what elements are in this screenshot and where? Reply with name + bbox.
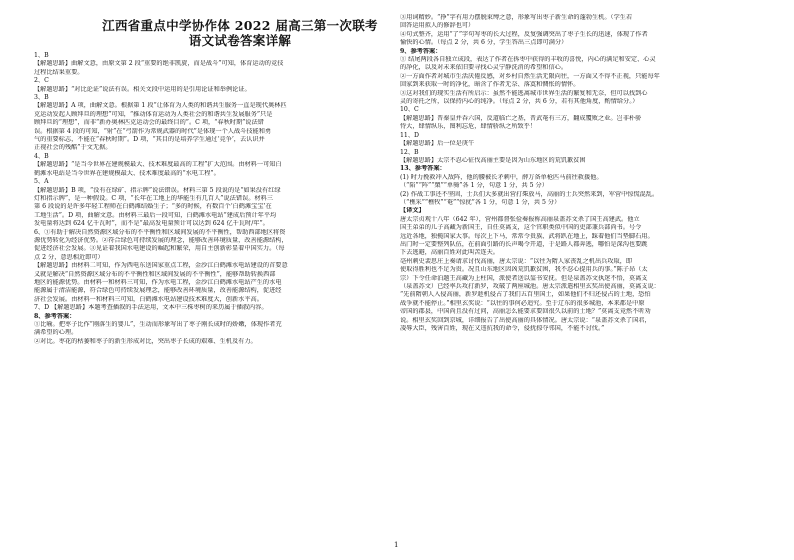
text-line: 【解题思路】“对比论证”说法有误。相关文段中运用的是引用论证和举例论证。	[34, 85, 251, 93]
text-line: 7、D 【解题思路】本题考查插叙的手法运用，文本中三株枣树的来历属于插叙内容。	[34, 304, 268, 312]
text-line: ③用词精妙。“挣”字有用力摆脱束缚之意，形象写出枣子新生命的蓬勃生机。（学生若	[400, 14, 633, 21]
text-line: 【解题思路】“是当今世界在建规模最大、技术难度最高的工程”扩大范围。由材料一可知白	[34, 161, 282, 169]
text-line: 5、A	[34, 178, 49, 186]
text-line: （泉盖苏文）已经率兵攻打新罗，攻破了两座城池。唐太宗派遣相里玄奖出使高丽，莫离支说：	[400, 283, 660, 290]
text-line: 唐太宗贞观十八年（642 年），营州都督张俭奏报称高丽泉盖苏文杀了国王高建武。他立	[400, 215, 640, 223]
text-line: 回答运用拟人的修辞也可）	[400, 22, 475, 30]
text-line: 【译文】	[400, 207, 425, 215]
text-line: 11、D	[400, 131, 420, 139]
text-line: 气的重要标志，不能在“春秋时期”。D 项，“其目的是培养学生通过‘竞争’，去认识并	[34, 136, 265, 144]
text-line: 济社会发展。由材料一和材料三可知，白鹤滩水电站建设技术难度大，创新水平高。	[34, 295, 263, 303]
text-line: 使取得胜利也不足为贵。况且山东地区因凶荒饥歉贫困，我不忍心提用兵的事。”陈子昂（太	[400, 266, 648, 274]
text-line: (1) 时力挽救冲入敌阵，他的腰被长矛刺中，薛万备单枪匹马前往救援他。	[400, 173, 603, 181]
text-line: 10、C	[400, 106, 419, 114]
text-line: 灯和指示牌”，是一种假设。C 项，“长年在工地上的华能生有几百人”说法错误。材料三	[34, 194, 273, 202]
text-line: 【解题思路】曲解文意，由原文第 2 段“重要的绝非凯旋，而是战斗”可知，体育运动的竞技	[34, 60, 284, 68]
text-line: 满希望的心理。	[34, 329, 78, 337]
text-line: 亳州刺史裴思庄上奏请求讨伐高丽，唐太宗说：“以往为隋人家丧乱之机出兵攻取，即	[400, 257, 633, 265]
text-line: 【解题思路】B 项，“没有在绿矿、指示牌”说法错误。材料三第 5 段说的是“如果没有红绿	[34, 186, 281, 194]
left-column	[34, 52, 390, 346]
text-line: 【解题思路】A 项，曲解文意。根据第 1 段“让体育为人类的和谐共生服务一直是现代奥林匹	[34, 102, 287, 110]
text-line: 【解题思路】由材料二可知，作为西电东送国家重点工程，金沙江白鹤滩水电站建设的首要意	[34, 262, 288, 270]
text-line: 【解题思路】后一位是庚午	[400, 140, 475, 148]
text-line: ① 结尾两段各自独立成段，表达了作者在拆枣中获得的丰收的喜悦，内心的满足和安定、心灵	[400, 56, 656, 64]
text-line: 战争就不能停止。”相里玄奖说：“以往的事何必追究。至于辽东的很多城池，本来都是中原	[400, 299, 645, 307]
page-number: 1	[394, 541, 399, 549]
text-line: 3、B	[34, 94, 49, 102]
text-line: 出门时一定要整列队伍，在前面引路的长声喝令开道，于是路人都奔逃，哪怕是深沟也要跳	[400, 240, 648, 248]
text-line: 【解题思路】晋秦皇并吞六国，反道临亡之基，晋武奄有三方，翻成覆败之业。岂非朴骄	[400, 114, 642, 122]
text-line: ②一方面作者对城市生活厌倦反感，对乡村自然生活无限向往，一方面又不得不正视，只能每年	[400, 72, 660, 80]
text-line: 12、B	[400, 148, 419, 156]
text-line: 6、①有助于解决自然资源区域分布的不平衡性和区域间发展的不平衡性，帮助西部地区将资	[34, 228, 286, 236]
text-line: 第 6 段说的是许多年轻工程师在白鹤滩结婚生子；“多的时候，有数百个‘白鹤滩宝宝’在	[34, 203, 272, 211]
text-line: 过程比结果重要。	[34, 68, 84, 76]
text-line: “先前隋朝人入侵高丽，新罗趁机侵占了我们五百里国土，如果他们不归还侵占的土地，恐怕	[400, 291, 651, 299]
text-line: ③这对我们的现实生活有所启示：虽然不能逃离城市世界生活的繁复和无奈，但可以找到心	[400, 89, 648, 97]
text-line: ④句式整齐，运用“了”字句写枣的长大过程，反复强调突出了枣子生长的迅速，体现了作者	[400, 30, 648, 38]
text-line: 4、B	[34, 152, 49, 160]
text-line: 9、参考答案：	[400, 47, 442, 55]
text-line: 说。相里玄奖回到京城，详细报告了出使高丽的具体情况。唐太宗说：“泉盖苏文杀了国君，	[400, 316, 651, 324]
text-line: 地区的能源优势。由材料一和材料三可知，作为水电工程，金沙江白鹤滩水电站产生的水电	[34, 278, 282, 286]
text-line: 下去逃避，高丽百姓对此叫苦连天。	[400, 249, 499, 257]
text-line: 义就是解决“自然资源区域分布的不平衡性和区域间发展的不平衡性”，能够帮助转换西部	[34, 270, 276, 278]
text-line: 【解题思路】太宗不忍心征伐高丽主要是因为山东地区的荒饥歉贫困	[400, 156, 586, 164]
text-line: 愉快的心情。（每点 2 分，共 6 分，学生答出三点即可满分）	[400, 39, 568, 47]
text-line: 帝国的郡县，中国尚且没有过问，高丽怎么能要求要回很久以前的土地？”莫离支竟然不听劝	[400, 308, 651, 316]
text-line: 鹤滩水电站是当今世界在建规模最大、技术难度最高的“水电工程”。	[34, 169, 220, 177]
text-line: 灵的寄托之所，以保持内心的纯净。（每点 2 分，共 6 分，若有其他角度，酌情给分。）	[400, 98, 639, 106]
text-line: 克运动发起人顾拜旦的理想”可知，“推动体育运动为人类社会的和谐共生发展服务”只是	[34, 110, 273, 118]
text-line: 国王弟弟的儿子高藏为新国王，自任莫离支，这个官职类似中国的吏部兼兵部尚书。号令	[400, 224, 642, 232]
text-line: 1、B	[34, 52, 49, 59]
text-line: 恃大，肆情纵乐，图利忘危，肆情骄纵之所致乎！	[400, 123, 537, 131]
text-line: 误。根据第 4 段的可知，“射”在“弓箭作为常规武器的时代”是体现一个人战斗技能和勇	[34, 127, 272, 135]
text-line: 源优势转化为经济优势。②符合绿色可持续发展的理念，能够改善环境质量，改善能源结构，	[34, 236, 288, 244]
text-line: ①比喻。把枣子比作“刚落生的婴儿”，生动而形象写出了枣子刚长成时的娇嫩，体现作者充	[34, 321, 282, 328]
text-line: 回家到来获取一时的净化，暗含了作者无奈、落寞和惆怅的情怀。	[400, 81, 580, 89]
title-block	[90, 18, 390, 48]
text-line: （“樵采”“樵牧”“奄”“惊扰”各 1 分，句意 1 分，共 5 分）	[400, 198, 561, 206]
text-line: 远近各地，独揽国家大事。每次上下马，常常令贵族、武将趴在地上，踩着他们当垫脚石用。	[400, 232, 654, 240]
text-line: 凌辱大臣，残害百姓，现在又违抗我的命令，侵扰掠夺邻国，不能不讨伐。”	[400, 325, 605, 333]
text-line: 13、参考答案：	[400, 165, 446, 173]
text-line: 正视社会的残酷”于文无据。	[34, 144, 112, 152]
text-line: 能源属于清洁能源，符合绿色可持续发展理念，能够改善环境质量，改善能源结构，促进经	[34, 287, 282, 295]
document-subtitle: 语文试卷答案详解	[188, 33, 292, 48]
text-line: （“陷”“阵”“槊”“单骑”各 1 分，句意 1 分，共 5 分）	[400, 182, 548, 190]
text-line: 促进经济社会发展。③见证着我国水电建设的崛起和繁荣，用自主创新彰显着中国实力。（每	[34, 245, 285, 253]
text-line: 顾拜旦的“理想”，而非“新办奥林匹克运动会的最终目的”。C 项，“春秋时期”说法错	[34, 119, 264, 127]
text-line: 的净化，以及对未来依旧要寻找心灵宁静洗消的希望和信心。	[400, 64, 568, 72]
text-line: 宗）下令任命泊题王高藏为上柱国，派使者送以玺书安抚。但是泉盖苏文执迷不悟，莫离支	[400, 274, 648, 282]
text-line: ②对比。枣花的枯萎和枣子的新生形成对比，突出枣子长成的艰难、生机及有力。	[34, 337, 257, 345]
text-line: 工地生活”。D 项，曲解文意。由材料三最后一段可知，白鹤滩水电站“建成后预计年平均	[34, 211, 277, 219]
text-line: (2) 作战工事还不坚固，士兵们大多就出营打柴放马，高丽的士兵突然来到，军营中惊慌混乱。	[400, 190, 659, 198]
right-column	[400, 14, 762, 333]
text-line: 点 2 分，意思相近即可）	[34, 253, 104, 261]
text-line: 2、C	[34, 77, 49, 85]
document-title: 江西省重点中学协作体 2022 届高三第一次联考	[102, 18, 378, 33]
text-line: 8、参考答案：	[34, 312, 76, 320]
text-line: 发电量将达到 624 亿千瓦时”，而不是“最高发电量预计可以达到 624 亿千瓦时/年”。	[34, 220, 269, 228]
